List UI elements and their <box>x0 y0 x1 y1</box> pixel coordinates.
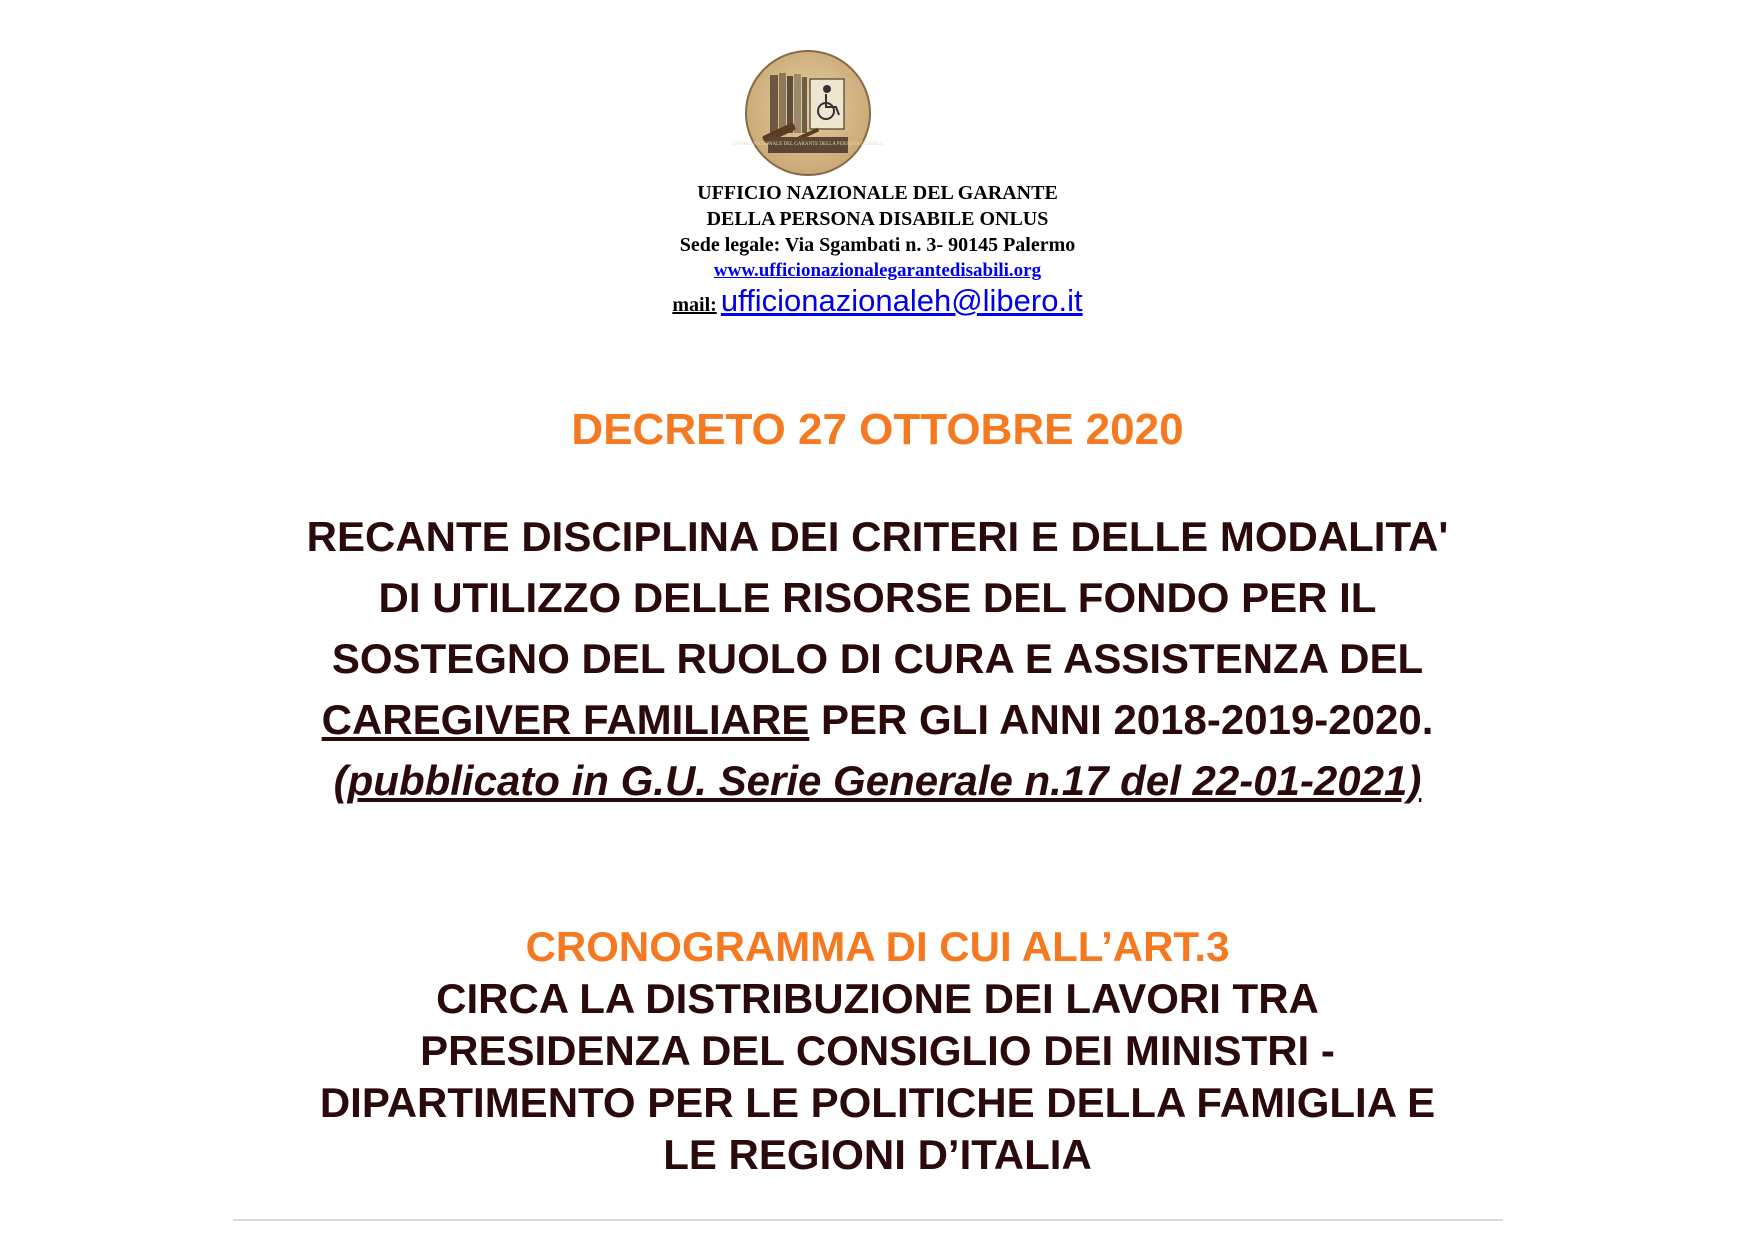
organization-logo <box>732 49 884 177</box>
decree-title: DECRETO 27 OTTOBRE 2020 <box>571 405 1184 454</box>
chronogram-line-4: LE REGIONI D’ITALIA <box>663 1131 1092 1178</box>
chronogram-line-3: DIPARTIMENTO PER LE POLITICHE DELLA FAMIGLIA E <box>319 1079 1436 1126</box>
bottom-divider <box>233 1219 1503 1221</box>
org-name-line-1: UFFICIO NAZIONALE DEL GARANTE <box>697 182 1058 204</box>
website-link[interactable]: www.ufficionazionalegarantedisabili.org <box>713 260 1042 281</box>
chronogram-description <box>0 973 1755 1181</box>
chronogram-line-2: PRESIDENZA DEL CONSIGLIO DEI MINISTRI - <box>420 1027 1335 1074</box>
chronogram-title: CRONOGRAMMA DI CUI ALL’ART.3 <box>525 923 1230 970</box>
decree-line-1: RECANTE DISCIPLINA DEI CRITERI E DELLE MODALITA' <box>306 513 1449 560</box>
email-link[interactable]: ufficionazionaleh@libero.it <box>720 283 1083 318</box>
chronogram-line-1: CIRCA LA DISTRIBUZIONE DEI LAVORI TRA <box>436 975 1319 1022</box>
decree-line-3: SOSTEGNO DEL RUOLO DI CURA E ASSISTENZA DEL <box>331 635 1424 682</box>
svg-text:UFFICIO NAZIONALE DEL GARANTE: UFFICIO NAZIONALE DEL GARANTE DELLA PERSONA DISABILE <box>732 142 884 147</box>
address: Sede legale: Via Sgambati n. 3- 90145 Palermo <box>679 234 1076 256</box>
website-line <box>0 258 1755 284</box>
decree-description <box>0 506 1755 811</box>
mail-row <box>0 284 1755 324</box>
decree-line-4-rest: PER GLI ANNI 2018-2019-2020. <box>809 696 1434 743</box>
caregiver-term: CAREGIVER FAMILIARE <box>321 696 810 743</box>
mail-label: mail: <box>672 294 717 316</box>
decree-line-4 <box>0 689 1755 750</box>
publication-note: (pubblicato in G.U. Serie Generale n.17 del 22-01-2021) <box>333 757 1422 804</box>
org-name-line-2: DELLA PERSONA DISABILE ONLUS <box>706 208 1049 230</box>
letterhead <box>0 180 1755 324</box>
decree-line-2: DI UTILIZZO DELLE RISORSE DEL FONDO PER IL <box>378 574 1377 621</box>
